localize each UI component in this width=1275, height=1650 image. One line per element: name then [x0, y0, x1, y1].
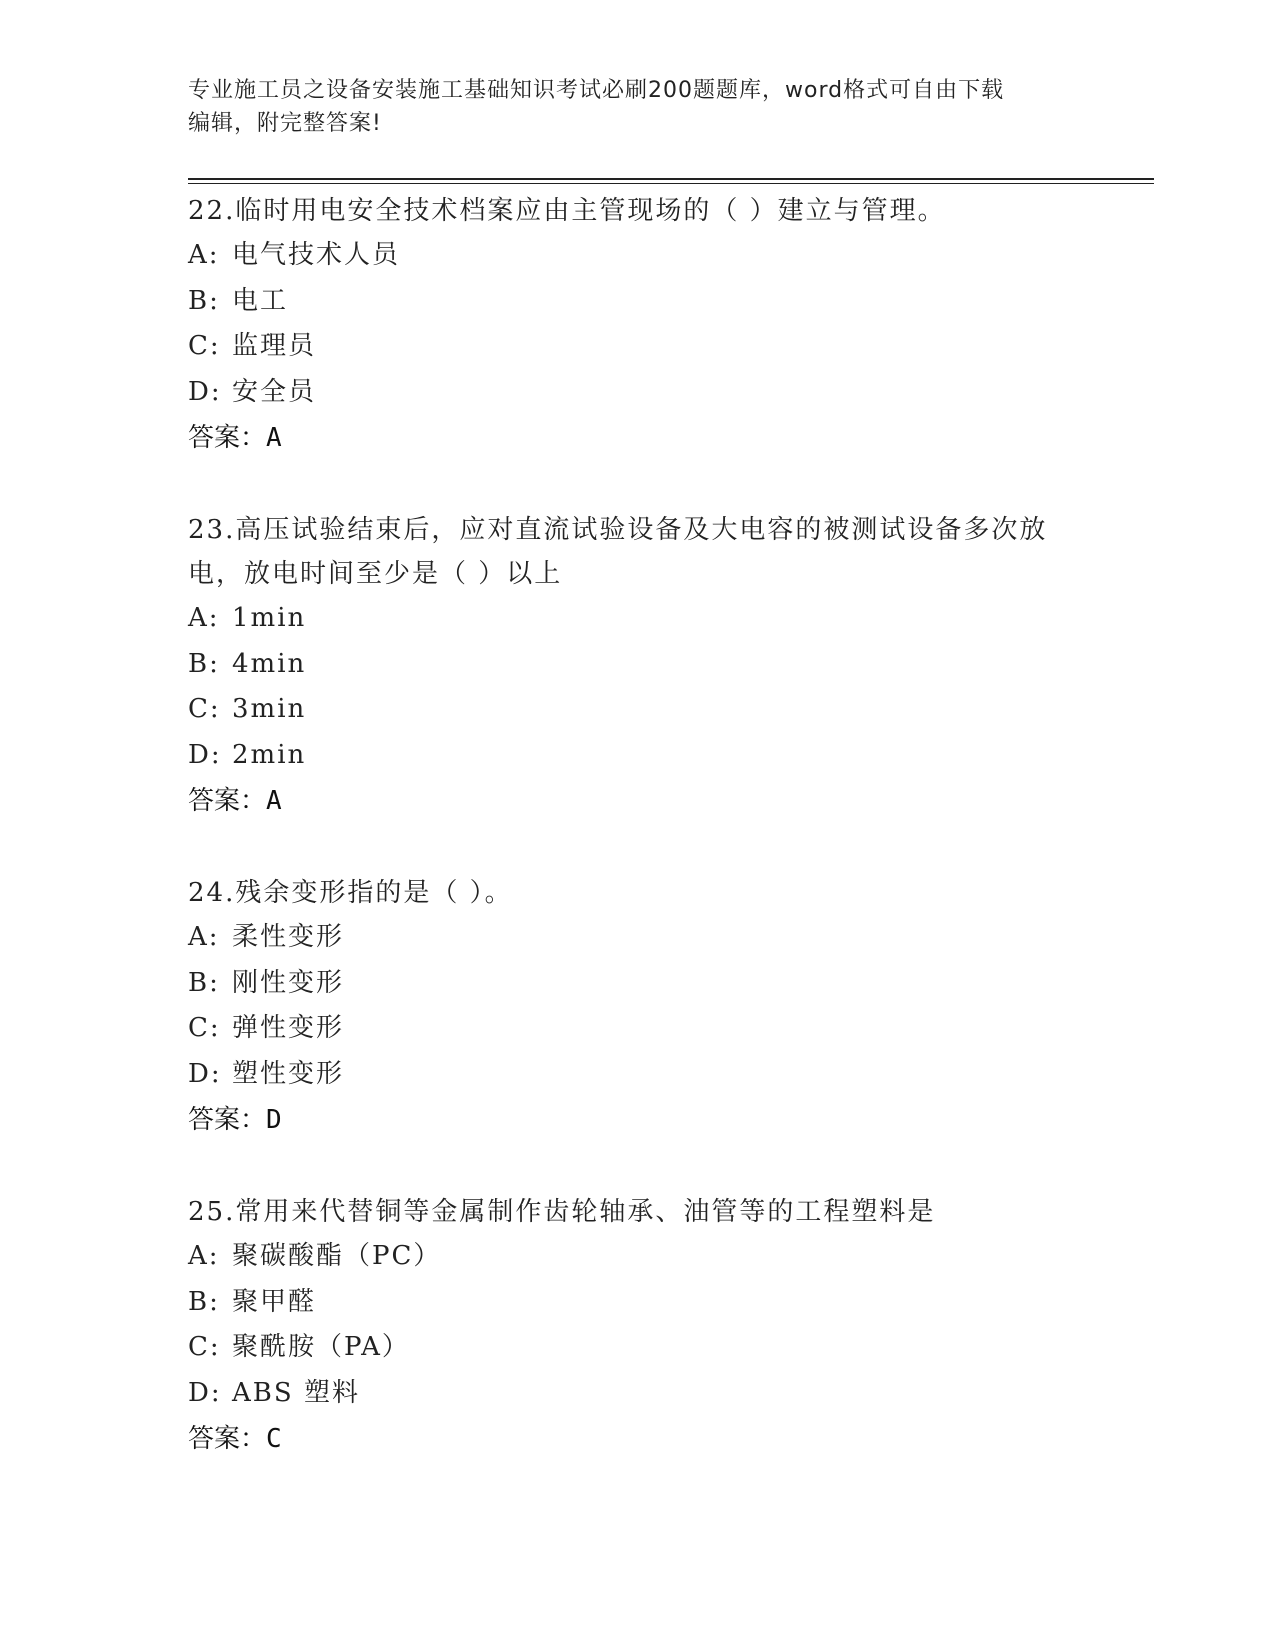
option-key: A: — [188, 603, 220, 633]
option-a — [188, 915, 1088, 961]
answer-value: D — [266, 1105, 282, 1135]
option-a — [188, 233, 1088, 279]
option-key: B: — [188, 285, 220, 316]
question-stem: 22.临时用电安全技术档案应由主管现场的（ ）建立与管理。 — [188, 196, 946, 226]
question-22 — [188, 189, 1088, 461]
option-key: D: — [188, 1377, 222, 1408]
answer-label: 答案： — [188, 1105, 267, 1135]
option-text: 监理员 — [232, 331, 317, 361]
question-stem: 25.常用来代替铜等金属制作齿轮轴承、油管等的工程塑料是 — [188, 1197, 936, 1227]
option-text: 聚碳酸酯（PC） — [232, 1241, 442, 1271]
option-b — [188, 642, 1088, 688]
answer-line — [188, 1416, 1088, 1462]
header-title-line-1: 专业施工员之设备安装施工基础知识考试必刷200题题库，word格式可自由下载 — [188, 78, 1005, 103]
option-a — [188, 596, 1088, 642]
answer-value: A — [266, 786, 282, 816]
question-25 — [188, 1190, 1088, 1462]
header-divider-thick — [188, 178, 1154, 180]
option-text: 安全员 — [232, 376, 317, 407]
option-key: A: — [188, 1241, 220, 1271]
answer-line — [188, 1097, 1088, 1143]
option-c — [188, 1006, 1088, 1052]
option-key: D: — [188, 1058, 222, 1089]
option-key: D: — [188, 376, 222, 407]
option-key: B: — [188, 967, 220, 998]
option-key: B: — [188, 1286, 220, 1317]
option-d — [188, 370, 1088, 416]
option-text: 塑性变形 — [232, 1058, 345, 1089]
option-c — [188, 687, 1088, 733]
option-d — [188, 1052, 1088, 1098]
option-b — [188, 1280, 1088, 1326]
option-key: C: — [188, 1332, 221, 1362]
header-title-line-2: 编辑，附完整答案! — [188, 111, 382, 136]
option-key: A: — [188, 922, 220, 952]
option-text: 刚性变形 — [232, 967, 345, 998]
header-divider-thin — [188, 183, 1154, 184]
answer-label: 答案： — [188, 423, 267, 453]
question-23 — [188, 508, 1088, 824]
question-stem: 23.高压试验结束后，应对直流试验设备及大电容的被测试设备多次放电，放电时间至少是（ ）以上 — [188, 515, 1048, 589]
option-d — [188, 733, 1088, 779]
option-text: 4min — [232, 648, 307, 679]
answer-value: A — [266, 423, 282, 453]
option-key: D: — [188, 739, 222, 770]
document-header — [188, 74, 1068, 140]
option-key: B: — [188, 648, 220, 679]
option-key: C: — [188, 694, 221, 724]
option-key: C: — [188, 1013, 221, 1043]
option-b — [188, 961, 1088, 1007]
question-stem: 24.残余变形指的是（ ）。 — [188, 878, 513, 908]
option-c — [188, 324, 1088, 370]
option-text: 2min — [232, 739, 307, 770]
answer-label: 答案： — [188, 786, 267, 816]
option-text: 3min — [232, 694, 307, 724]
option-text: 弹性变形 — [232, 1013, 345, 1043]
answer-line — [188, 415, 1088, 461]
question-24 — [188, 871, 1088, 1143]
option-text: 柔性变形 — [232, 922, 345, 952]
option-text: 聚甲醛 — [232, 1286, 317, 1317]
option-a — [188, 1234, 1088, 1280]
answer-label: 答案： — [188, 1424, 267, 1454]
option-text: 电工 — [232, 285, 289, 316]
option-text: ABS 塑料 — [232, 1377, 360, 1408]
option-key: A: — [188, 240, 220, 270]
option-text: 1min — [232, 603, 307, 633]
option-d — [188, 1371, 1088, 1417]
option-text: 聚酰胺（PA） — [232, 1332, 410, 1362]
option-b — [188, 279, 1088, 325]
option-c — [188, 1325, 1088, 1371]
option-key: C: — [188, 331, 221, 361]
answer-line — [188, 778, 1088, 824]
answer-value: C — [266, 1424, 282, 1454]
option-text: 电气技术人员 — [232, 240, 401, 270]
